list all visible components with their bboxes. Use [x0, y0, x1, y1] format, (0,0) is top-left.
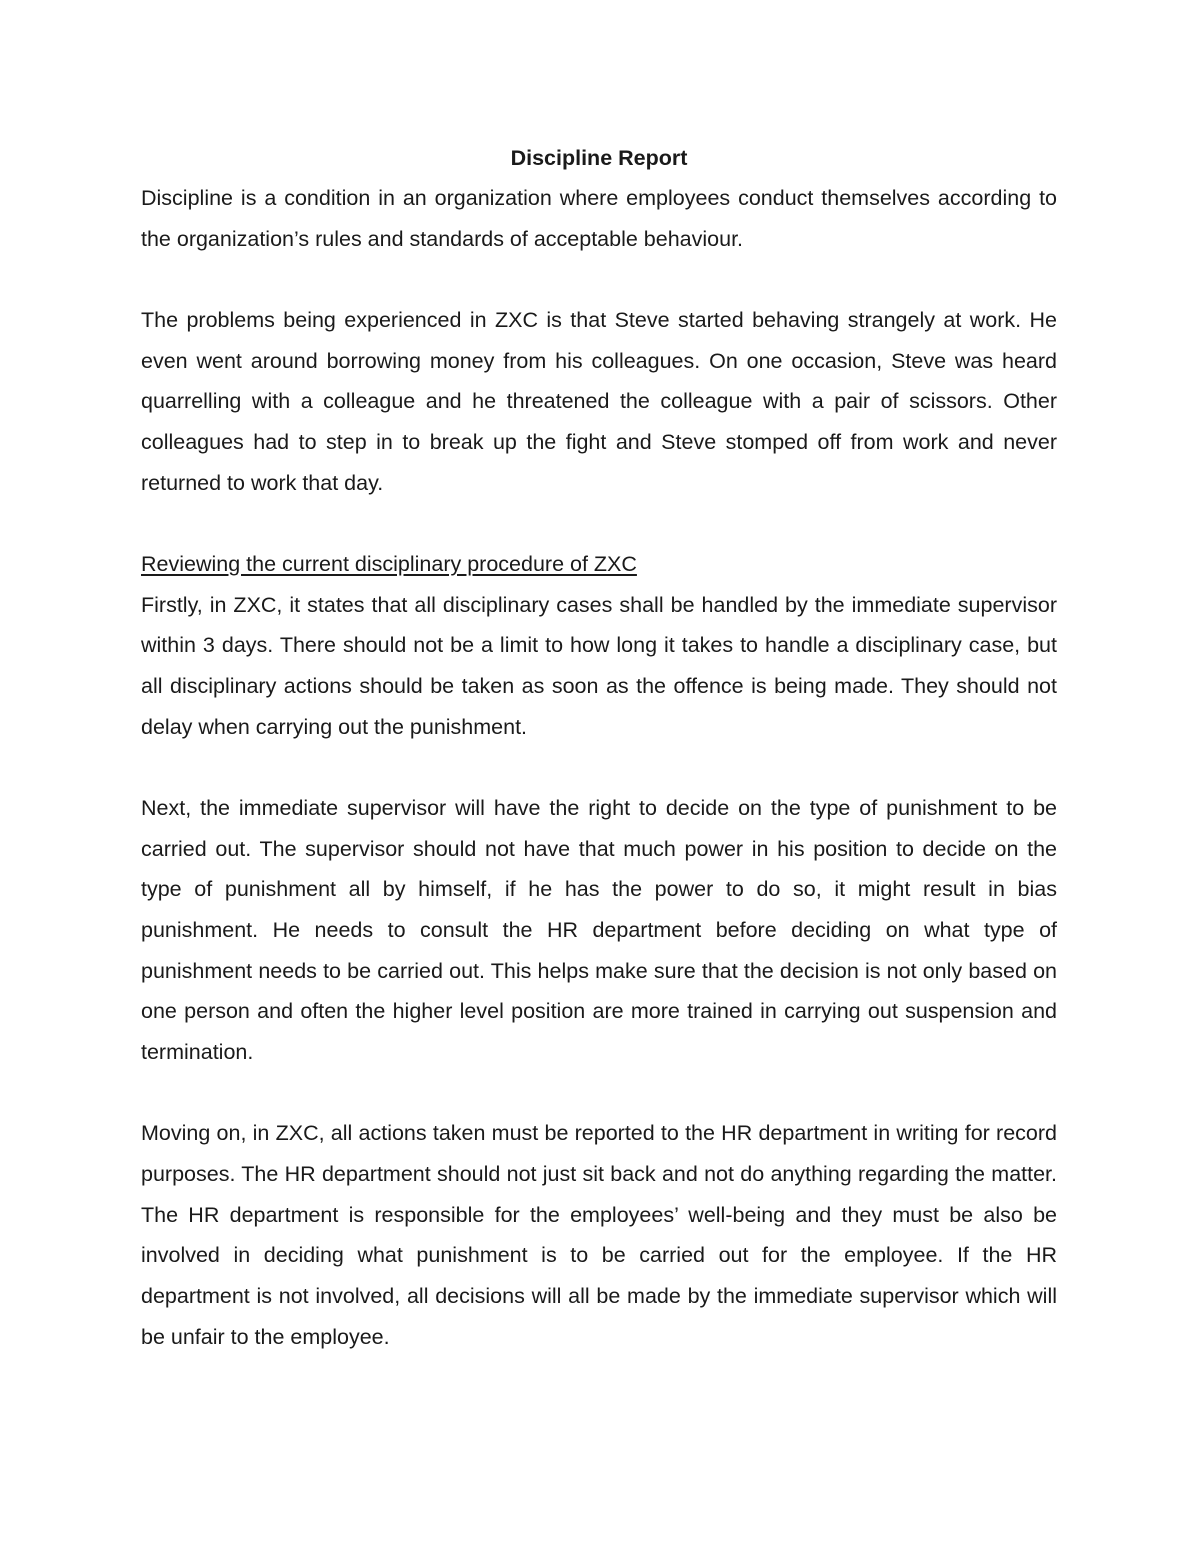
problems-paragraph: The problems being experienced in ZXC is that Steve started behaving strangely at work. He even went around borrowing money from his colleagues. On one occasion, Steve was heard quarrelling with a colleague and he threatened the colleague with a pair of scissors. Other colleagues had to step in to break up the fight and Steve stomped off from work and never returned to work that day.: [141, 307, 1057, 495]
paragraph-firstly: Firstly, in ZXC, it states that all disciplinary cases shall be handled by the immediate supervisor within 3 days. There should not be a limit to how long it takes to handle a disciplinary case, but all disciplinary actions should be taken as soon as the offence is being made. They should not delay when carrying out the punishment.: [141, 592, 1057, 739]
intro-paragraph: Discipline is a condition in an organization where employees conduct themselves according to the organization’s rules and standards of acceptable behaviour.: [141, 186, 1057, 251]
section-heading: Reviewing the current disciplinary procedure of ZXC: [141, 551, 637, 576]
paragraph-moving-on: Moving on, in ZXC, all actions taken must be reported to the HR department in writing for record purposes. The HR department should not just sit back and not do anything regarding the matter. The HR department is responsible for the employees’ well-being and they must be also be involved in deciding what punishment is to be carried out for the employee. If the HR department is not involved, all decisions will all be made by the immediate supervisor which will be unfair to the employee.: [141, 1121, 1057, 1349]
document-title: Discipline Report: [510, 146, 688, 170]
paragraph-next: Next, the immediate supervisor will have the right to decide on the type of punishment to be carried out. The supervisor should not have that much power in his position to decide on the type of punishment all by himself, if he has the power to do so, it might result in bias punishment. He needs to consult the HR department before deciding on what type of punishment needs to be carried out. This helps make sure that the decision is not only based on one person and often the higher level position are more trained in carrying out suspension and termination.: [141, 795, 1057, 1065]
document-body: [141, 138, 1057, 1358]
